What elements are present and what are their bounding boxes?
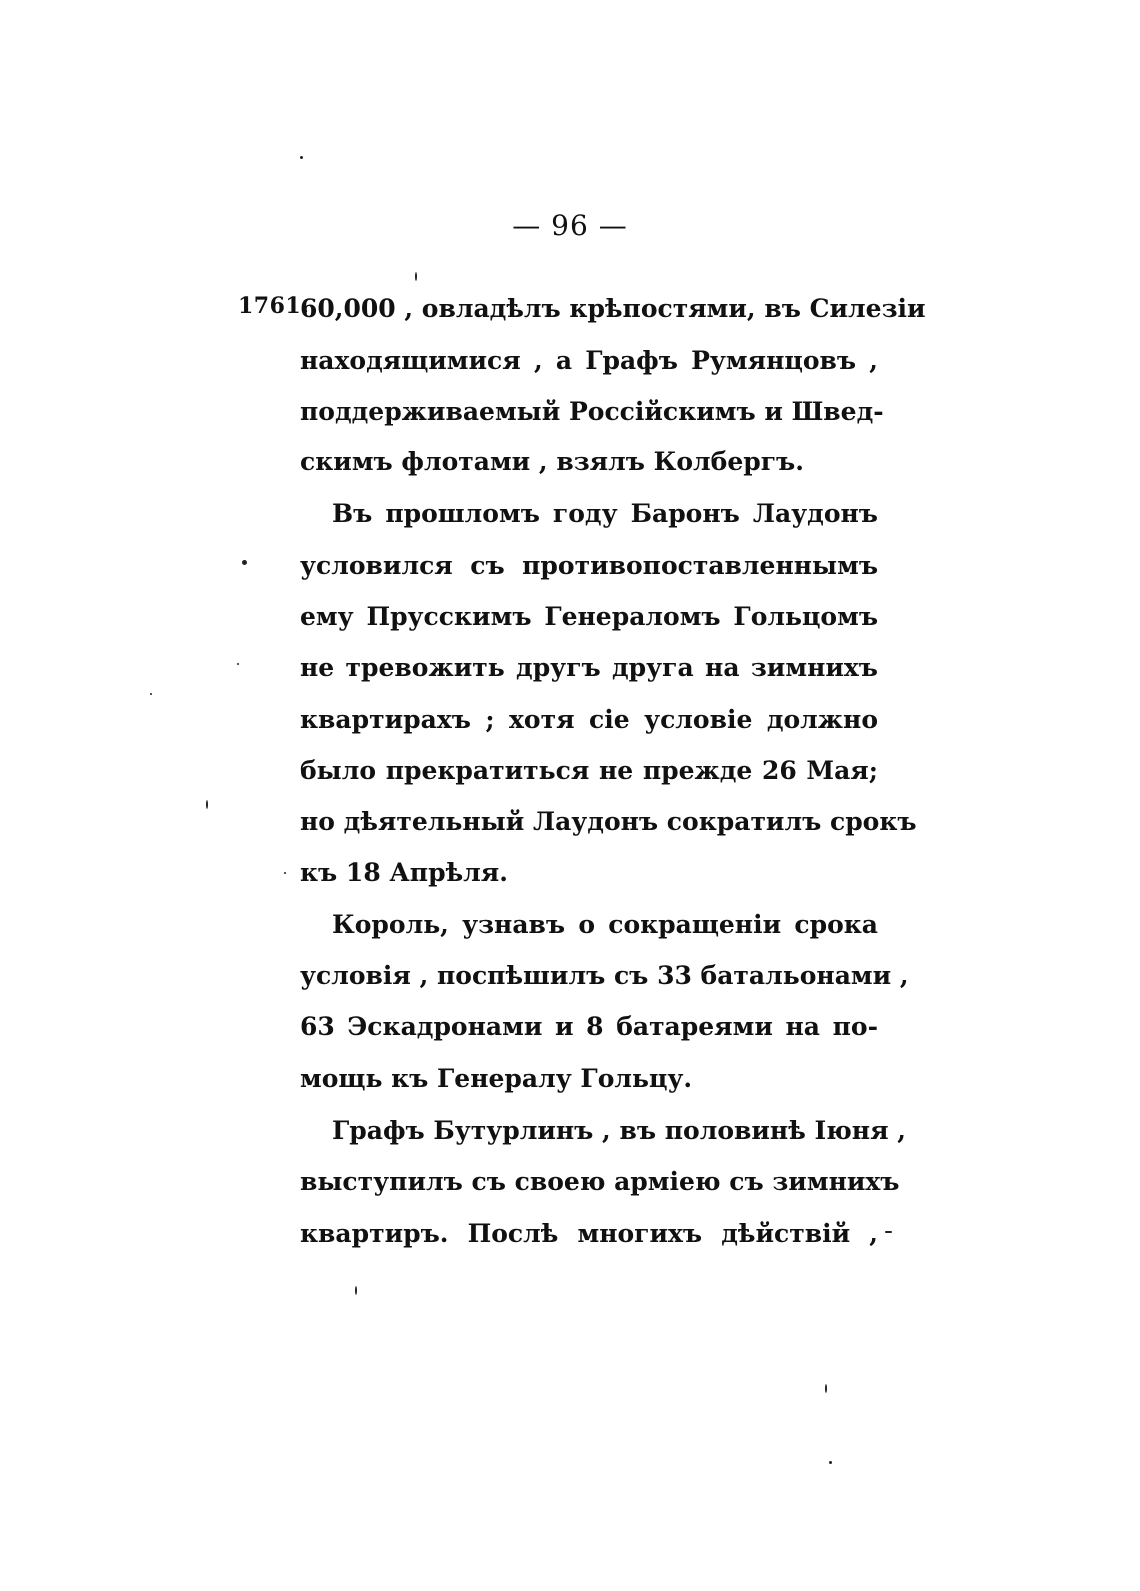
scan-speck xyxy=(284,872,286,874)
paragraph-first-line: Графъ Бутурлинъ , въ половинѣ Іюня , xyxy=(332,1116,906,1145)
text-line: 63 Эскадронами и 8 батареями на по- xyxy=(300,1012,878,1041)
text-line: ему Прусскимъ Генераломъ Гольцомъ xyxy=(300,602,878,631)
text-line: но дѣятельный Лаудонъ сократилъ срокъ xyxy=(300,807,917,836)
scan-speck xyxy=(415,272,417,281)
text-line: квартирахъ ; хотя сіе условіе должно xyxy=(300,705,878,734)
text-line: 60,000 , овладѣлъ крѣпостями, въ Силезіи xyxy=(300,294,926,323)
paragraph-first-line: Король, узнавъ о сокращеніи срока xyxy=(332,910,878,939)
text-line: условился съ противопоставленнымъ xyxy=(300,551,878,580)
text-line: находящимися , а Графъ Румянцовъ , xyxy=(300,346,878,375)
scan-speck xyxy=(355,1286,357,1295)
text-line: къ 18 Апрѣля. xyxy=(300,858,508,887)
scan-speck xyxy=(242,560,247,565)
scan-speck xyxy=(829,1461,832,1464)
scan-speck xyxy=(150,693,152,695)
scan-speck xyxy=(300,156,303,159)
paragraph-first-line: Въ прошломъ году Баронъ Лаудонъ xyxy=(332,499,878,528)
text-line: мощь къ Генералу Гольцу. xyxy=(300,1064,693,1093)
text-line: было прекратиться не прежде 26 Мая; xyxy=(300,756,878,785)
text-line: поддерживаемый Россійскимъ и Швед- xyxy=(300,397,884,426)
margin-year-note: 1761. xyxy=(238,293,310,319)
text-line: квартиръ. Послѣ многихъ дѣйствій , xyxy=(300,1219,878,1248)
scan-speck xyxy=(825,1384,827,1393)
text-line: скимъ флотами , взялъ Колбергъ. xyxy=(300,447,804,476)
text-line: выступилъ съ своею арміею съ зимнихъ xyxy=(300,1167,900,1196)
scan-speck xyxy=(206,800,208,809)
page-number: — 96 — xyxy=(512,209,628,242)
text-line: условія , поспѣшилъ съ 33 батальонами , xyxy=(300,961,909,990)
text-line: не тревожить другъ друга на зимнихъ xyxy=(300,653,878,682)
scan-speck xyxy=(237,663,239,665)
scan-speck xyxy=(885,1231,892,1233)
